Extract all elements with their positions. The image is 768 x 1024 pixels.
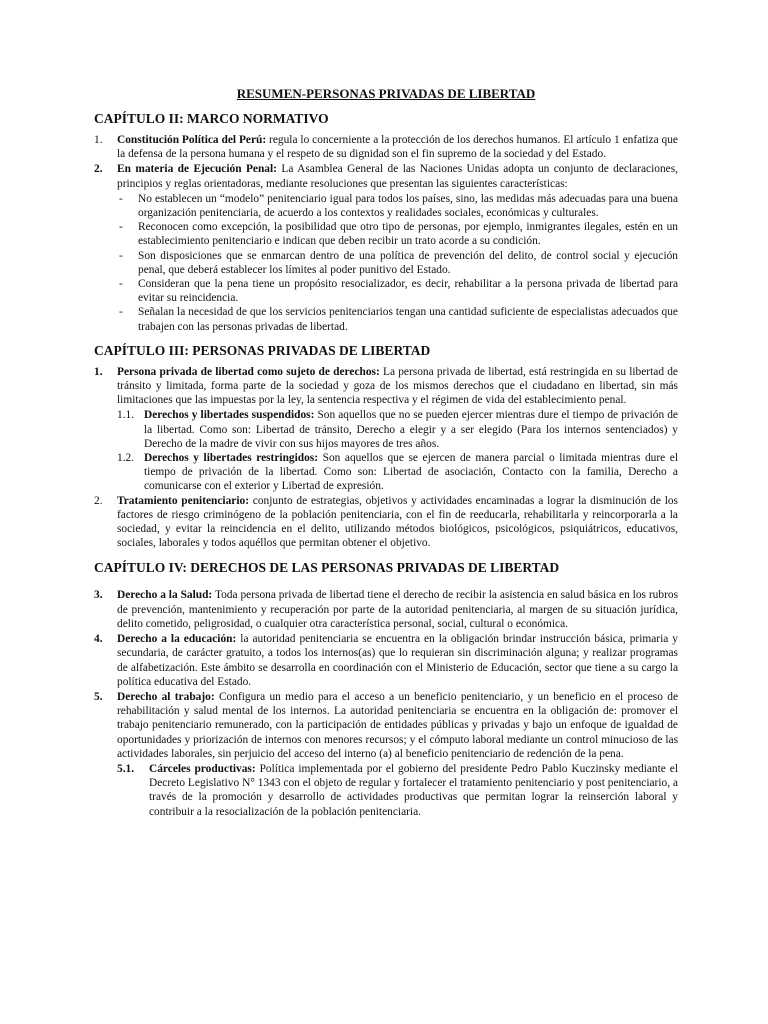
item-number: 3. bbox=[94, 589, 103, 602]
item-text: conjunto de estrategias, objetivos y actividades encaminadas a lograr la disminución de los factores de riesgo criminógeno de la población penitenciaria, con el fin de reeducarla, rehabilitarla y reincorporarla a la sociedad, y evitar la reincidencia en el delito, utilizando métodos biológicos, psicológicos, psiquiátricos, educativos, sociales, laborales y todos aquéllos que permitan obtener el objetivo. bbox=[117, 494, 678, 550]
item-lead: Tratamiento penitenciario: bbox=[117, 494, 249, 507]
ch4-item-3 bbox=[94, 588, 678, 631]
subitem-text: Política implementada por el gobierno del presidente Pedro Pablo Kuczinsky mediante el Decreto Legislativo N° 1343 con el objeto de regular y fortalecer el tratamiento penitenciario y post penitenciario, a través de la promoción y desarrollo de actividades productivas que permitan lograr la reinserción laboral y contribuir a la resocialización de la población penitenciaria. bbox=[149, 762, 678, 818]
item-text: regula lo concerniente a la protección de los derechos humanos. El artículo 1 enfatiza que la defensa de la persona humana y el respeto de su dignidad son el fin supremo de la sociedad y del Estado. bbox=[117, 134, 678, 161]
ch2-item-2 bbox=[94, 162, 678, 190]
item-lead: Persona privada de libertad como sujeto de derechos: bbox=[117, 365, 380, 378]
item-lead: Derecho al trabajo: bbox=[117, 690, 215, 703]
item-number: 2. bbox=[94, 494, 103, 507]
ch2-item-1 bbox=[94, 133, 678, 161]
subitem-number: 1.1. bbox=[117, 409, 135, 422]
list-item: - Consideran que la pena tiene un propósito resocializador, es decir, rehabilitar a la persona privada de libertad para evitar su reincidencia. bbox=[119, 278, 678, 305]
ch4-item-5 bbox=[94, 690, 678, 761]
subitem-lead: Cárceles productivas: bbox=[149, 762, 256, 775]
item-text: La persona privada de libertad, está restringida en su libertad de tránsito y limitada, forma parte de la sociedad y goza de los mismos derechos que el ciudadano en libertad, sin más limitaciones que las impuestas por la ley, la sentencia respectiva y el régimen de vida del establecimiento penal. bbox=[117, 365, 678, 407]
item-number: 1. bbox=[94, 134, 103, 146]
chapter-3-heading: CAPÍTULO III: PERSONAS PRIVADAS DE LIBERTAD bbox=[94, 342, 431, 358]
ch3-item-2 bbox=[94, 494, 678, 551]
list-item: - No establecen un “modelo” penitenciario igual para todos los países, sino, las medidas más adecuadas para una buena organización penitenciaria, de acuerdo a los contextos y realidades sociales, económicas y culturales. bbox=[119, 192, 678, 220]
ch4-subitem-5-1 bbox=[117, 762, 678, 819]
subitem-lead: Derechos y libertades suspendidos: bbox=[144, 409, 315, 422]
subitem-lead: Derechos y libertades restringidos: bbox=[144, 452, 319, 465]
item-lead: Derecho a la educación: bbox=[117, 633, 237, 646]
subitem-text: Son aquellos que no se pueden ejercer mientras dure el tiempo de privación de la libertad. Como son: Libertad de tránsito, Derecho a elegir y a ser elegido (Para los internos sentenciados) y Derecho de la madre de vivir con sus hijos mayores de tres años. bbox=[144, 409, 678, 450]
item-number: 4. bbox=[94, 633, 103, 646]
subitem-number: 1.2. bbox=[117, 452, 135, 465]
chapter-4-heading: CAPÍTULO IV: DERECHOS DE LAS PERSONAS PRIVADAS DE LIBERTAD bbox=[94, 560, 560, 576]
ch4-item-4 bbox=[94, 632, 678, 689]
item-lead: Derecho a la Salud: bbox=[117, 589, 213, 602]
list-item: - Reconocen como excepción, la posibilidad que otro tipo de personas, por ejemplo, inmigrantes ilegales, estén en un establecimiento penitenciario e indican que deben recibir un trato acorde a su condición. bbox=[119, 221, 678, 248]
ch3-subitem-1-2 bbox=[117, 451, 678, 494]
ch3-item-1 bbox=[94, 365, 678, 408]
subitem-number: 5.1. bbox=[117, 762, 135, 775]
chapter-2-heading: CAPÍTULO II: MARCO NORMATIVO bbox=[94, 111, 329, 126]
ch2-bullet-list bbox=[117, 192, 678, 334]
list-item: - Son disposiciones que se enmarcan dentro de una política de prevención del delito, de control social y ejecución penal, que deberá establecer los límites al poder punitivo del Estado. bbox=[119, 249, 678, 276]
item-number: 2. bbox=[94, 163, 103, 176]
item-number: 5. bbox=[94, 690, 103, 703]
item-number: 1. bbox=[94, 365, 103, 378]
item-lead: En materia de Ejecución Penal: bbox=[117, 163, 277, 176]
list-item: - Señalan la necesidad de que los servicios penitenciarios tengan una cantidad suficiente de especialistas adecuados que trabajen con las personas privadas de libertad. bbox=[119, 306, 678, 333]
item-text: La Asamblea General de las Naciones Unidas adopta un conjunto de declaraciones, principios y reglas orientadoras, mediante resoluciones que presentan las siguientes características: bbox=[117, 163, 678, 190]
item-text: Toda persona privada de libertad tiene el derecho de recibir la asistencia en salud básica en los rubros de prevención, mantenimiento y recuperación por parte de la autoridad penitenciaria, al margen de su situación jurídica, delito cometido, peligrosidad, o cualquier otra característica personal, social, cultural o económica. bbox=[117, 589, 678, 630]
item-text: Configura un medio para el acceso a un beneficio penitenciario, y un beneficio en el proceso de rehabilitación y salud mental de los internos. La autoridad penitenciaria se encuentra en la obligación de: promover el trabajo penitenciario remunerado, con la participación de entidades públicas y privadas y bajo un enfoque de igualdad de oportunidades y priorización de internos con menores recursos; y el cómputo laboral mediante un control minucioso de las actividades laborales, sin perjuicio del acceso del interno (a) al beneficio penitenciario de redención de la pena. bbox=[117, 690, 678, 760]
document-title: RESUMEN-PERSONAS PRIVADAS DE LIBERTAD bbox=[236, 86, 536, 101]
subitem-text: Son aquellos que se ejercen de manera parcial o limitada mientras dure el tiempo de privación de la libertad. Como son: Libertad de asociación, Contacto con la familia, Derecho a comunicarse con el exterior y Libertad de expresión. bbox=[144, 452, 678, 493]
item-text: la autoridad penitenciaria se encuentra en la obligación brindar instrucción básica, primaria y secundaria, de carácter gratuito, a todos los internos(as) que lo requieran sin discriminación alguna; y realizar programas de alfabetización. Este ámbito se desarrolla en coordinación con el Ministerio de Educación, sector que tiene a su cargo la política educativa del Estado. bbox=[117, 633, 678, 688]
ch3-subitem-1-1 bbox=[117, 408, 678, 451]
item-lead: Constitución Política del Perú: bbox=[117, 134, 267, 146]
